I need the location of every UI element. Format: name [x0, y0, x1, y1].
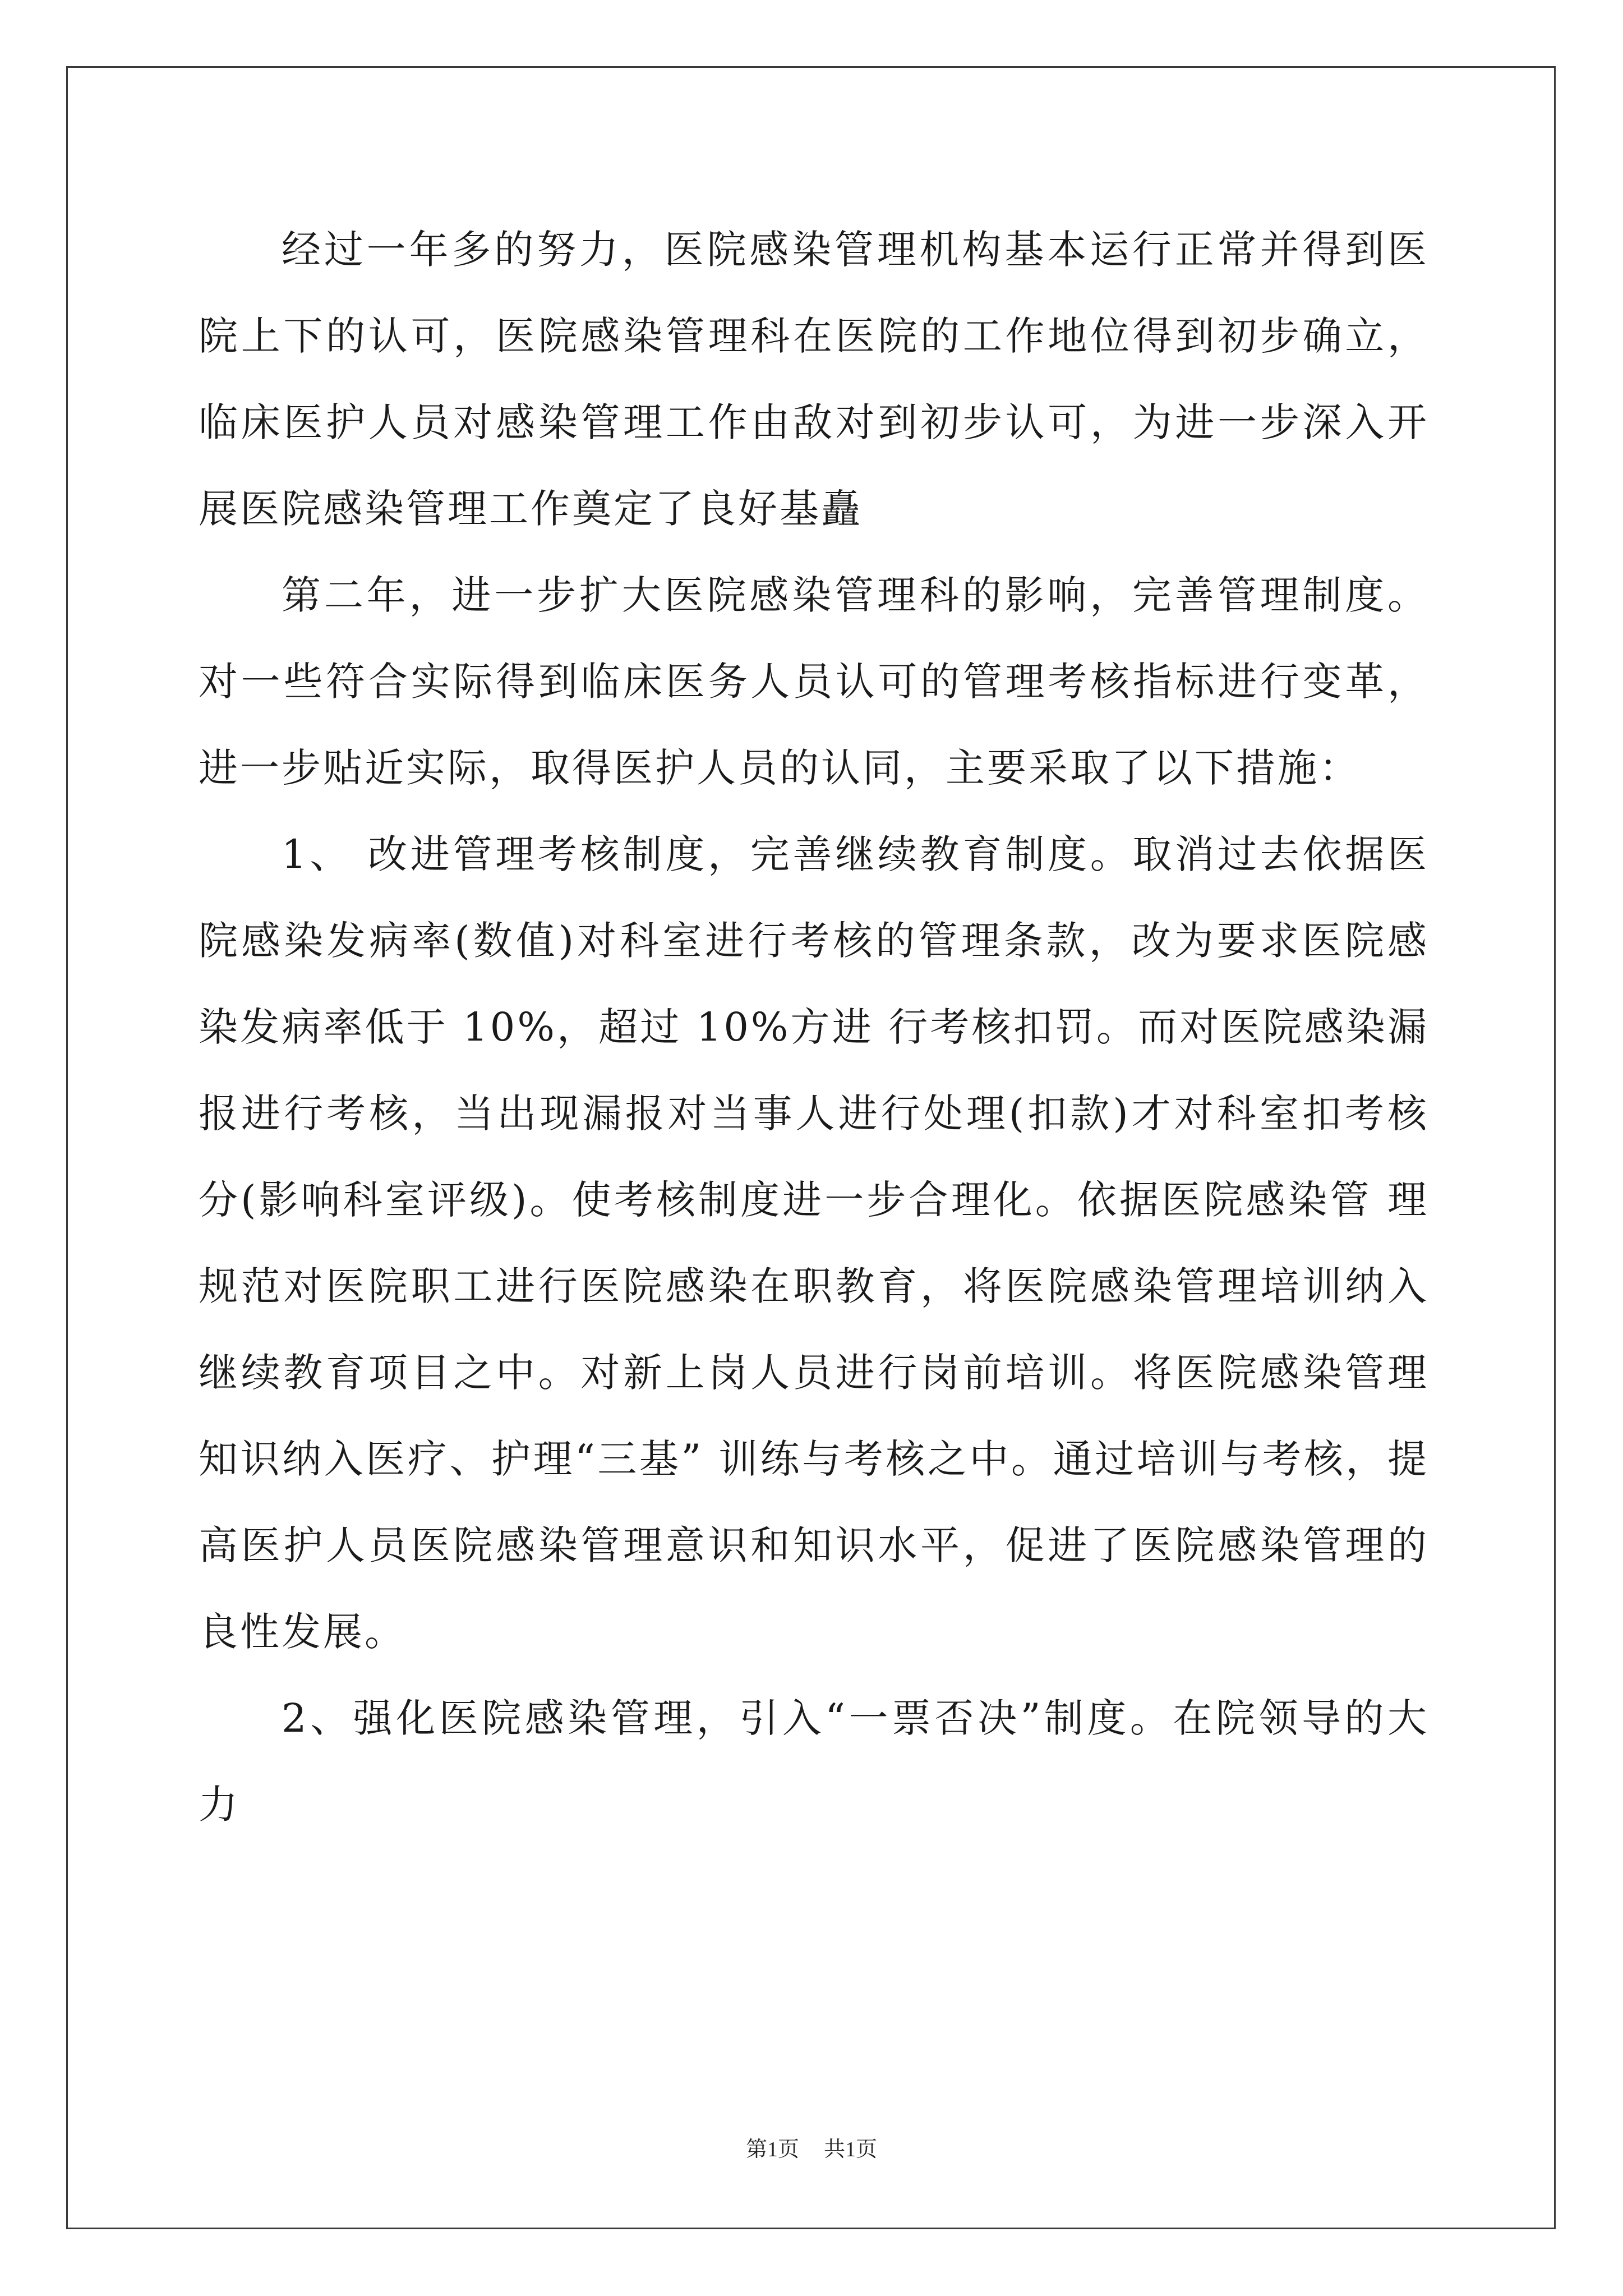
page-footer	[0, 2136, 1623, 2163]
paragraph-measure-1: 1、 改进管理考核制度，完善继续教育制度。取消过去依据医院感染发病率(数值)对科室进行考核的管理条款，改为要求医院感染发病率低于 10%，超过 10%方进 行考核扣罚。而对医院感染漏报进行考核，当出现漏报对当事人进行处理(扣款)才对科室扣考核分(影响科室评级)。使考核制度进一步合理化。依据医院感染管 理规范对医院职工进行医院感染在职教育，将医院感染管理培训纳入继续教育项目之中。对新上岗人员进行岗前培训。将医院感染管理知识纳入医疗、护理“三基” 训练与考核之中。通过培训与考核，提高医护人员医院感染管理意识和知识水平，促进了医院感染管理的良性发展。	[199, 831, 1429, 1655]
document-body	[199, 206, 1429, 1848]
paragraph-intro: 经过一年多的努力，医院感染管理机构基本运行正常并得到医院上下的认可，医院感染管理科在医院的工作地位得到初步确立，临床医护人员对感染管理工作由敌对到初步认可，为进一步深入开展医院感染管理工作奠定了良好基矗	[199, 227, 1429, 532]
paragraph-second-year: 第二年，进一步扩大医院感染管理科的影响，完善管理制度。对一些符合实际得到临床医务人员认可的管理考核指标进行变革，进一步贴近实际，取得医护人员的认同，主要采取了以下措施：	[199, 572, 1429, 791]
page-total: 共1页	[824, 2138, 878, 2161]
page-number: 第1页	[745, 2138, 799, 2161]
paragraph-measure-2: 2、强化医院感染管理，引入“一票否决”制度。在院领导的大力	[199, 1695, 1429, 1828]
